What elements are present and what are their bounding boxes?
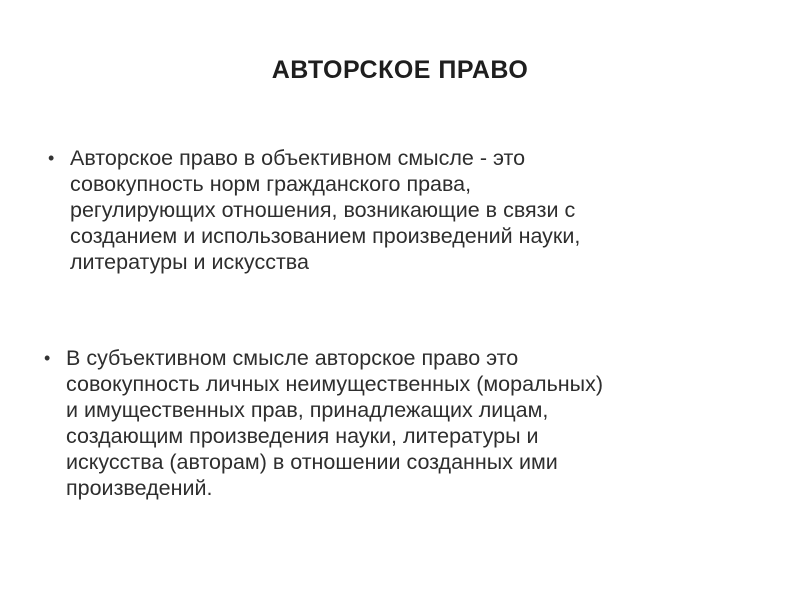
bullet-dot-icon: • [48,148,55,168]
bullet-item-objective-definition [48,145,748,275]
bullet-dot-icon: • [44,348,51,368]
bullet-item-subjective-definition [44,345,764,501]
slide-title: АВТОРСКОЕ ПРАВО [271,56,529,84]
bullet-text: Авторское право в объективном смысле - это совокупность норм гражданского права, регулирующих отношения, возникающие в связи с созданием и использованием произведений науки, литературы и искусства [70,146,581,274]
bullet-text: В субъективном смысле авторское право это совокупность личных неимущественных (моральных) и имущественных прав, принадлежащих лицам, создающим произведения науки, литературы и искусства (авторам) в отношении созданных ими произведений. [66,346,604,500]
